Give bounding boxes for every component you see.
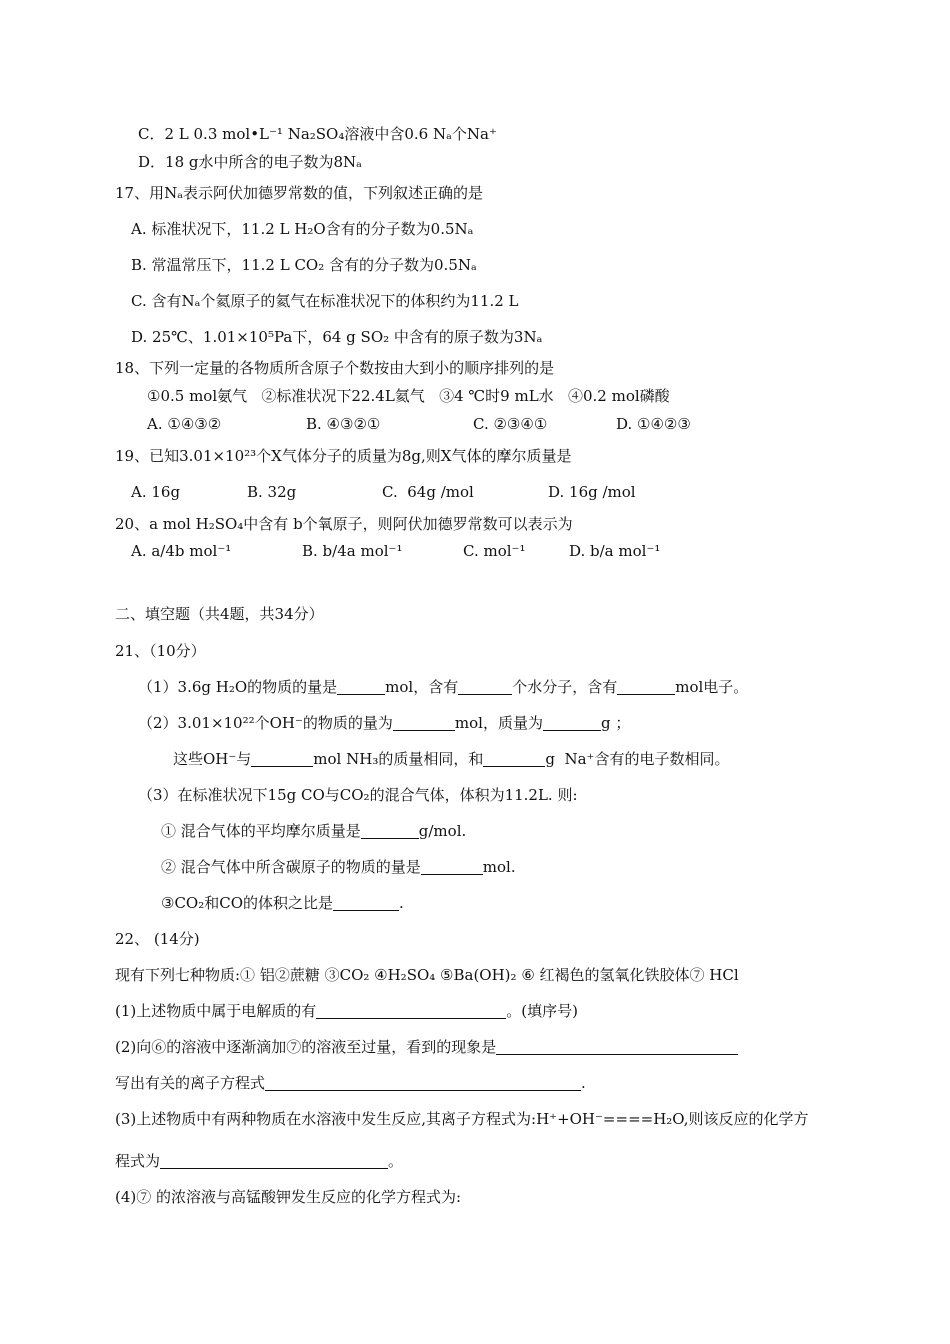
section-2-title: 二、填空题（共4题，共34分）	[115, 605, 324, 623]
q22-part4: (4)⑦ 的浓溶液与高锰酸钾发生反应的化学方程式为:	[115, 1188, 462, 1206]
q21-heading: 21、（10分）	[115, 642, 206, 660]
q17-stem: 17、用Nₐ表示阿伏加德罗常数的值，下列叙述正确的是	[115, 184, 484, 202]
answer-blank[interactable]	[496, 1039, 738, 1055]
q18-stem: 18、下列一定量的各物质所含原子个数按由大到小的顺序排列的是	[115, 359, 555, 377]
answer-blank[interactable]	[251, 751, 313, 767]
answer-blank[interactable]	[543, 715, 601, 731]
q22-heading: 22、 (14分)	[115, 930, 200, 948]
q20-stem: 20、a mol H₂SO₄中含有 b个氧原子，则阿伏加德罗常数可以表示为	[115, 515, 573, 533]
q22-part3: (3)上述物质中有两种物质在水溶液中发生反应,其离子方程式为:H⁺+OH⁻====H₂O,则该反应的化学方	[115, 1110, 809, 1128]
q17-option-c: C. 含有Nₐ个氦原子的氦气在标准状况下的体积约为11.2 L	[131, 292, 519, 310]
q21-part3b: ② 混合气体中所含碳原子的物质的量是 mol.	[161, 858, 516, 876]
q19-option-c: C. 64g /mol	[382, 483, 474, 501]
answer-blank[interactable]	[361, 823, 419, 839]
q19-option-b: B. 32g	[247, 483, 297, 501]
answer-blank[interactable]	[393, 715, 455, 731]
answer-blank[interactable]	[337, 679, 385, 695]
q21-part3a: ① 混合气体的平均摩尔质量是 g/mol.	[161, 822, 467, 840]
answer-blank[interactable]	[617, 679, 675, 695]
q18-option-c: C. ②③④①	[473, 415, 548, 433]
q22-substances: 现有下列七种物质:① 铝②蔗糖 ③CO₂ ④H₂SO₄ ⑤Ba(OH)₂ ⑥ 红褐色的氢氧化铁胶体⑦ HCl	[115, 966, 739, 984]
answer-blank[interactable]	[265, 1075, 581, 1091]
q21-part1: （1）3.6g H₂O的物质的量是 mol，含有 个水分子，含有 mol电子。	[138, 678, 749, 696]
q18-option-b: B. ④③②①	[306, 415, 381, 433]
q18-items: ①0.5 mol氨气 ②标准状况下22.4L氦气 ③4 ℃时9 mL水 ④0.2 mol磷酸	[147, 387, 670, 405]
q21-part3c: ③CO₂和CO的体积之比是 .	[161, 894, 404, 912]
q19-option-a: A. 16g	[131, 483, 181, 501]
q20-option-d: D. b/a mol⁻¹	[569, 542, 661, 560]
q21-part2: （2）3.01×10²²个OH⁻的物质的量为 mol，质量为 g ；	[138, 714, 631, 732]
q20-option-c: C. mol⁻¹	[463, 542, 526, 560]
q22-part2-cont: 写出有关的离子方程式 .	[115, 1074, 586, 1092]
answer-blank[interactable]	[458, 679, 512, 695]
answer-blank[interactable]	[333, 895, 399, 911]
q22-part2: (2)向⑥的溶液中逐渐滴加⑦的溶液至过量，看到的现象是	[115, 1037, 738, 1057]
q17-option-d: D. 25℃、1.01×10⁵Pa下，64 g SO₂ 中含有的原子数为3Nₐ	[131, 328, 543, 346]
q17-option-a: A. 标准状况下，11.2 L H₂O含有的分子数为0.5Nₐ	[131, 220, 474, 238]
q20-option-a: A. a/4b mol⁻¹	[131, 542, 232, 560]
q17-option-b: B. 常温常压下，11.2 L CO₂ 含有的分子数为0.5Nₐ	[131, 256, 477, 274]
q21-part2-cont: 这些OH⁻与 mol NH₃的质量相同，和 g Na⁺含有的电子数相同。	[173, 750, 730, 768]
answer-blank[interactable]	[421, 859, 483, 875]
answer-blank[interactable]	[160, 1153, 388, 1169]
q22-part1: (1)上述物质中属于电解质的有 。(填序号)	[115, 1002, 578, 1020]
q16-option-d: D．18 g水中所含的电子数为8Nₐ	[138, 153, 362, 171]
q19-option-d: D. 16g /mol	[548, 483, 636, 501]
answer-blank[interactable]	[316, 1003, 506, 1019]
q16-option-c: C．2 L 0.3 mol•L⁻¹ Na₂SO₄溶液中含0.6 Nₐ个Na⁺	[138, 125, 497, 143]
q21-part3: （3）在标准状况下15g CO与CO₂的混合气体，体积为11.2L. 则:	[138, 786, 578, 804]
q18-option-d: D. ①④②③	[616, 415, 691, 433]
q18-option-a: A. ①④③②	[147, 415, 222, 433]
q22-part3-cont: 程式为 。	[115, 1152, 404, 1170]
q20-option-b: B. b/4a mol⁻¹	[302, 542, 403, 560]
q19-stem: 19、已知3.01×10²³个X气体分子的质量为8g,则X气体的摩尔质量是	[115, 447, 572, 465]
answer-blank[interactable]	[483, 751, 545, 767]
